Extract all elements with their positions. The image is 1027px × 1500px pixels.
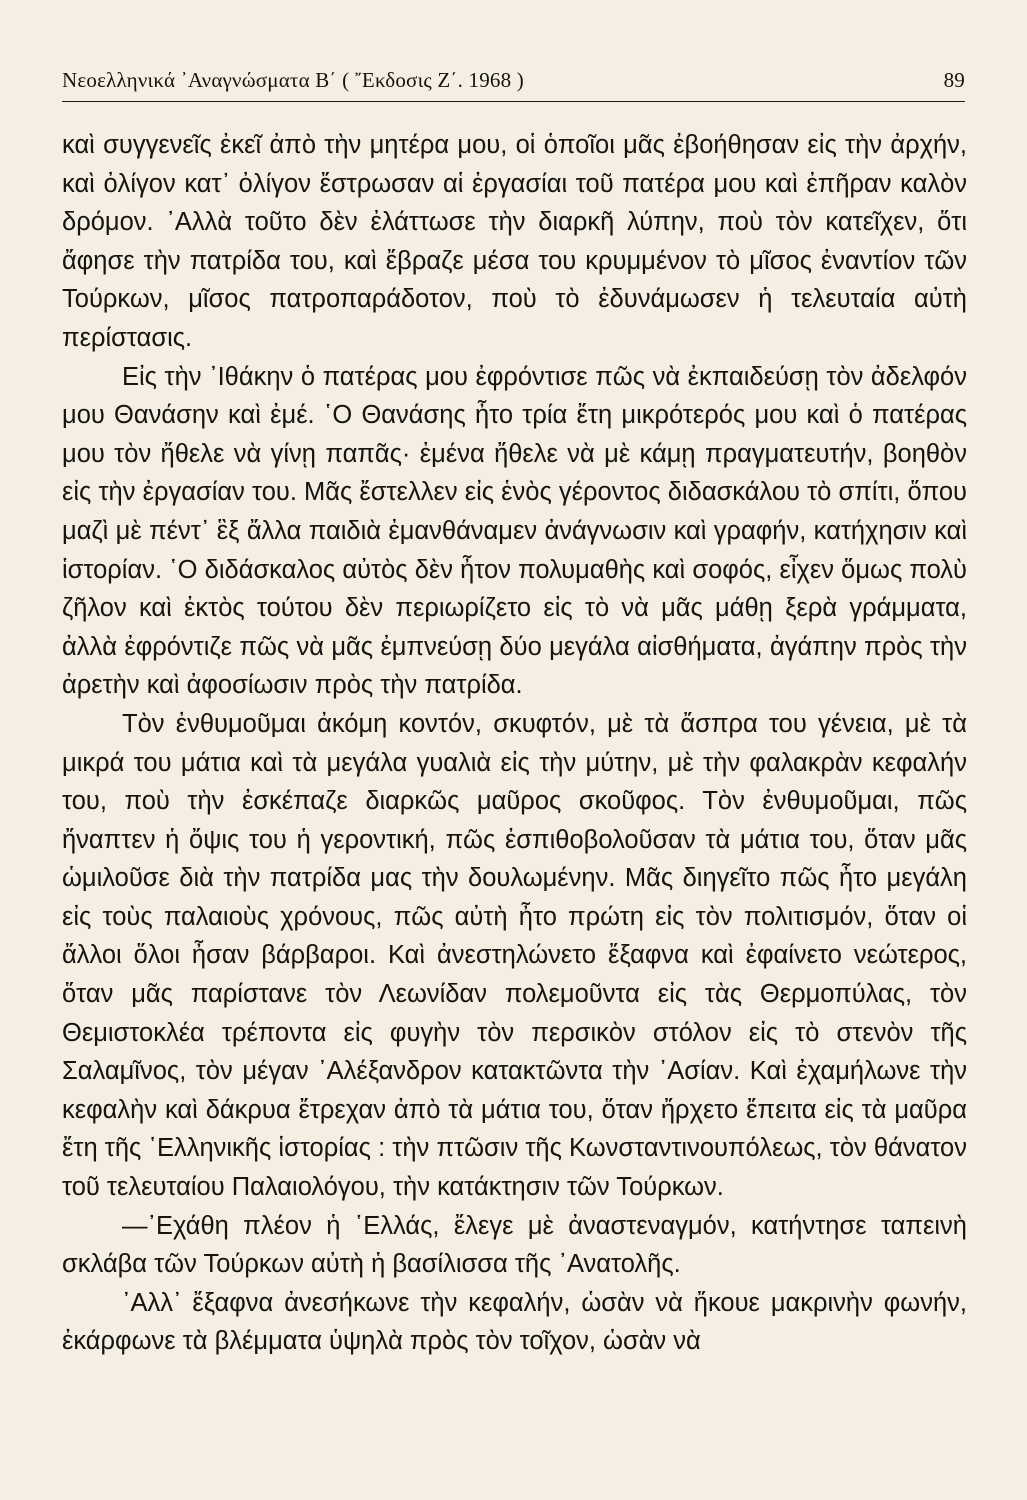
running-head <box>62 68 965 93</box>
paragraph-5: ᾿Αλλ᾿ ἔξαφνα ἀνεσήκωνε τὴν κεφαλήν, ὡσὰν νὰ ἤκουε μακρινὴν φωνήν, ἐκάρφωνε τὰ βλέμματα ὑψηλὰ πρὸς τὸν τοῖχον, ὡσὰν νὰ <box>62 1288 967 1356</box>
running-head-title: Νεοελληνικά ᾿Αναγνώσματα Β΄ ( ῎Εκδοσις Ζ΄. 1968 ) <box>62 68 524 92</box>
paragraph-4: —᾿Εχάθη πλέον ἡ ῾Ελλάς, ἔλεγε μὲ ἀναστεναγμόν, κατήντησε ταπεινὴ σκλάβα τῶν Τούρκων αὐτὴ ἡ βασίλισσα τῆς ᾿Ανατολῆς. <box>62 1211 967 1279</box>
paragraph-1: καὶ συγγενεῖς ἐκεῖ ἀπὸ τὴν μητέρα μου, οἱ ὁποῖοι μᾶς ἐβοήθησαν εἰς τὴν ἀρχήν, καὶ ὀλίγον κατ᾿ ὀλίγον ἔστρωσαν αἱ ἐργασίαι τοῦ πατέρα μου καὶ ἐπῆραν καλὸν δρόμον. ᾿Αλλὰ τοῦτο δὲν ἐλάττωσε τὴν διαρκῆ λύπην, ποὺ τὸν κατεῖχεν, ὅτι ἄφησε τὴν πατρίδα του, καὶ ἔβραζε μέσα του κρυμμένον τὸ μῖσος ἐναντίον τῶν Τούρκων, μῖσος πατροπαράδοτον, ποὺ τὸ ἐδυνάμωσεν ἡ τελευταία αὐτὴ περίστασις. <box>62 131 967 352</box>
paragraph-2: Εἰς τὴν ᾿Ιθάκην ὁ πατέρας μου ἐφρόντισε πῶς νὰ ἐκπαιδεύσῃ τὸν ἀδελφόν μου Θανάσην καὶ ἐμέ. ῾Ο Θανάσης ἦτο τρία ἔτη μικρότερός μου καὶ ὁ πατέρας μου τὸν ἤθελε νὰ γίνῃ παπᾶς· ἐμένα ἤθελε νὰ μὲ κάμῃ πραγματευτήν, βοηθὸν εἰς τὴν ἐργασίαν του. Μᾶς ἔστελλεν εἰς ἑνὸς γέροντος διδασκάλου τὸ σπίτι, ὅπου μαζὶ μὲ πέντ᾿ ἓξ ἄλλα παιδιὰ ἐμανθάναμεν ἀνάγνωσιν καὶ γραφήν, κατήχησιν καὶ ἱστορίαν. ῾Ο διδάσκαλος αὐτὸς δὲν ἦτον πολυμαθὴς καὶ σοφός, εἶχεν ὅμως πολὺ ζῆλον καὶ ἐκτὸς τούτου δὲν περιωρίζετο εἰς τὸ νὰ μᾶς μάθῃ ξερὰ γράμματα, ἀλλὰ ἐφρόντιζε πῶς νὰ μᾶς ἐμπνεύσῃ δύο μεγάλα αἰσθήματα, ἀγάπην πρὸς τὴν ἀρετὴν καὶ ἀφοσίωσιν πρὸς τὴν πατρίδα. <box>62 362 967 700</box>
header-rule <box>62 101 965 102</box>
page-number: 89 <box>943 68 965 92</box>
paragraph-3: Τὸν ἐνθυμοῦμαι ἀκόμη κοντόν, σκυφτόν, μὲ τὰ ἄσπρα του γένεια, μὲ τὰ μικρά του μάτια καὶ τὰ μεγάλα γυαλιὰ εἰς τὴν μύτην, μὲ τὴν φαλακρὰν κεφαλήν του, ποὺ τὴν ἐσκέπαζε διαρκῶς μαῦρος σκοῦφος. Τὸν ἐνθυμοῦμαι, πῶς ἤναπτεν ἡ ὄψις του ἡ γεροντική, πῶς ἐσπιθοβολοῦσαν τὰ μάτια του, ὅταν μᾶς ὡμιλοῦσε διὰ τὴν πατρίδα μας τὴν δουλωμένην. Μᾶς διηγεῖτο πῶς ἦτο μεγάλη εἰς τοὺς παλαιοὺς χρόνους, πῶς αὐτὴ ἦτο πρώτη εἰς τὸν πολιτισμόν, ὅταν οἱ ἄλλοι ὅλοι ἦσαν βάρβαροι. Καὶ ἀνεστηλώνετο ἔξαφνα καὶ ἐφαίνετο νεώτερος, ὅταν μᾶς παρίστανε τὸν Λεωνίδαν πολεμοῦντα εἰς τὰς Θερμοπύλας, τὸν Θεμιστοκλέα τρέποντα εἰς φυγὴν τὸν περσικὸν στόλον εἰς τὸ στενὸν τῆς Σαλαμῖνος, τὸν μέγαν ᾿Αλέξανδρον κατακτῶντα τὴν ᾿Ασίαν. Καὶ ἐχαμήλωνε τὴν κεφαλὴν καὶ δάκρυα ἔτρεχαν ἀπὸ τὰ μάτια του, ὅταν ἤρχετο ἔπειτα εἰς τὰ μαῦρα ἔτη τῆς ῾Ελληνικῆς ἱστορίας : τὴν πτῶσιν τῆς Κωνσταντινουπόλεως, τὸν θάνατον τοῦ τελευταίου Παλαιολόγου, τὴν κατάκτησιν τῶν Τούρκων. <box>62 709 967 1202</box>
body-text <box>62 126 967 1361</box>
